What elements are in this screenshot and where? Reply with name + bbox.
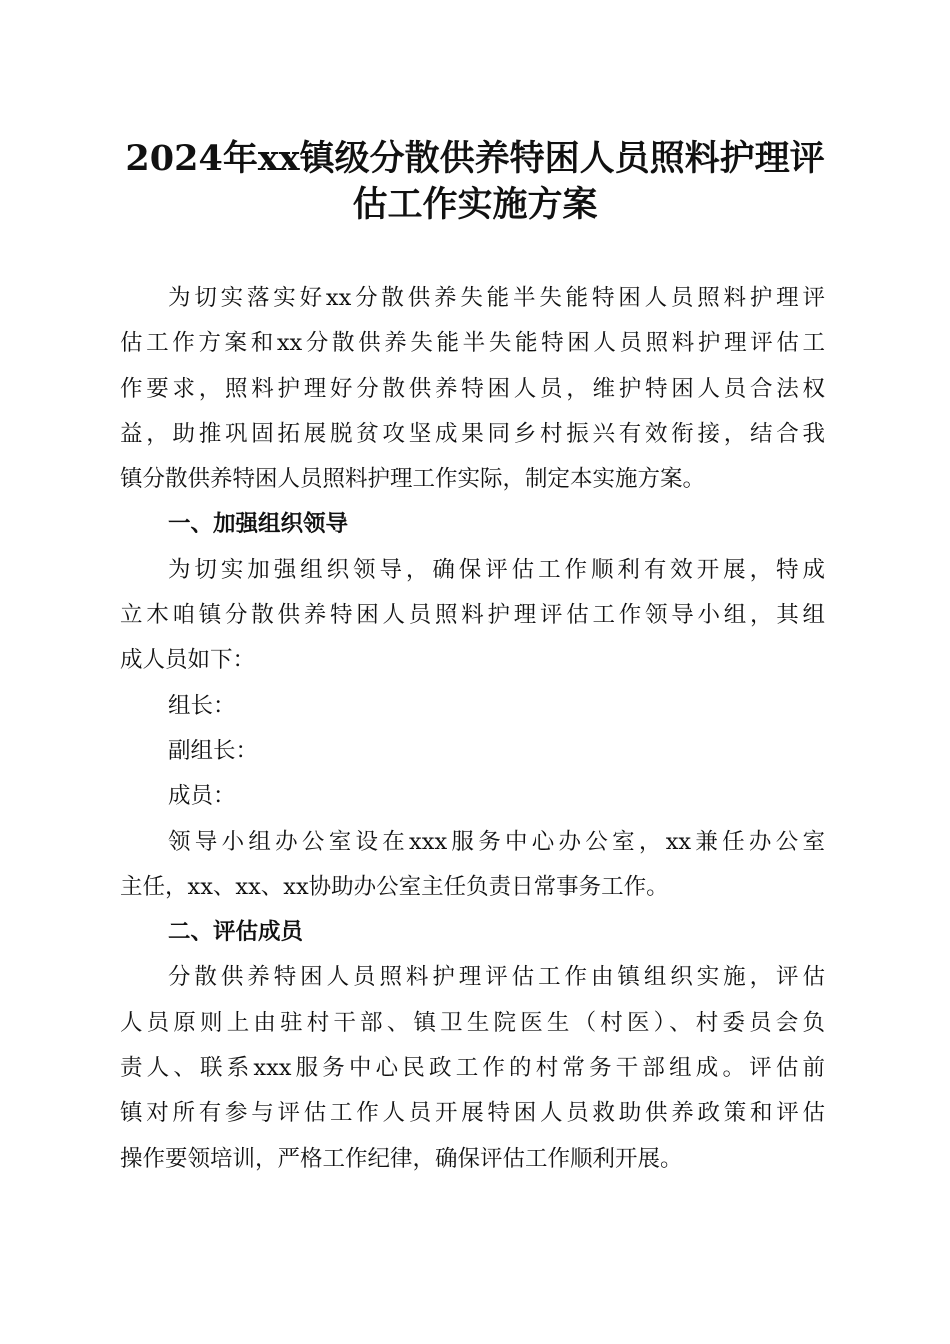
paragraph [120, 955, 825, 1181]
text-line: 为切实加强组织领导，确保评估工作顺利有效开展，特成 [168, 556, 825, 583]
text-line: 镇对所有参与评估工作人员开展特困人员救助供养政策和评估 [120, 1100, 825, 1127]
paragraph [120, 684, 825, 729]
text-line: 操作要领培训，严格工作纪律，确保评估工作顺利开展。 [120, 1145, 683, 1172]
title-line: 2024年xx镇级分散供养特困人员照料护理评 [125, 138, 825, 179]
text-line: 一、加强组织领导 [168, 511, 349, 538]
section-heading [120, 910, 825, 955]
text-line: 人员原则上由驻村干部、镇卫生院医生（村医）、村委员会负 [120, 1009, 825, 1036]
text-line: 益，助推巩固拓展脱贫攻坚成果同乡村振兴有效衔接，结合我 [120, 420, 825, 447]
text-line: 估工作方案和xx分散供养失能半失能特困人员照料护理评估工 [120, 330, 825, 357]
text-line: 领导小组办公室设在xxx服务中心办公室，xx兼任办公室 [168, 828, 825, 855]
paragraph [120, 276, 825, 502]
paragraph [120, 548, 825, 684]
paragraph [120, 774, 825, 819]
text-line: 成员： [168, 783, 236, 810]
text-line: 立木咱镇分散供养特困人员照料护理评估工作领导小组，其组 [120, 602, 825, 629]
paragraph [120, 729, 825, 774]
text-line: 为切实落实好xx分散供养失能半失能特困人员照料护理评 [168, 285, 825, 311]
title-line: 估工作实施方案 [352, 184, 598, 225]
text-line: 成人员如下： [120, 647, 256, 674]
section-heading [120, 502, 825, 547]
text-line: 二、评估成员 [168, 919, 304, 946]
document-body [120, 276, 825, 1182]
text-line: 组长： [168, 692, 236, 719]
text-line: 责人、联系xxx服务中心民政工作的村常务干部组成。评估前 [120, 1055, 825, 1082]
text-line: 主任，xx、xx、xx协助办公室主任负责日常事务工作。 [120, 873, 669, 900]
paragraph [120, 820, 825, 911]
text-line: 镇分散供养特困人员照料护理工作实际，制定本实施方案。 [120, 466, 706, 493]
text-line: 分散供养特困人员照料护理评估工作由镇组织实施，评估 [168, 964, 825, 991]
text-line: 作要求，照料护理好分散供养特困人员，维护特困人员合法权 [120, 375, 825, 402]
text-line: 副组长： [168, 737, 259, 764]
document-title [110, 136, 840, 228]
